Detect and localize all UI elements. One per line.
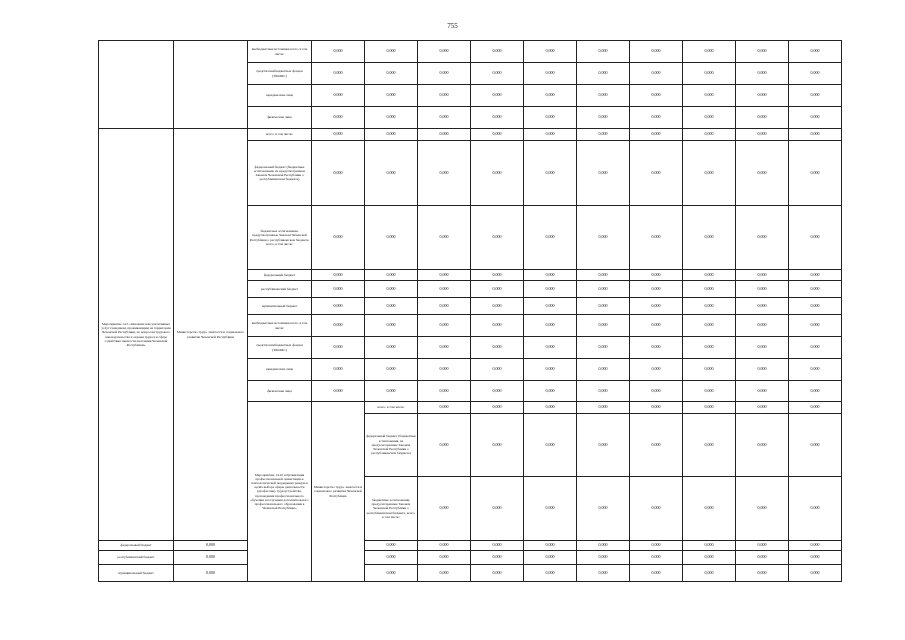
table-row [99, 551, 842, 565]
source-label: федеральный бюджет [248, 270, 312, 281]
value-cell: 0,000 [365, 298, 418, 315]
source-label: внебюджетные источники всего, в том числе: [248, 315, 312, 337]
budget-table [98, 40, 842, 582]
value-cell: 0,000 [683, 281, 736, 298]
value-cell: 0,000 [630, 85, 683, 107]
value-cell: 0,000 [471, 477, 524, 541]
value-cell: 0,000 [577, 477, 630, 541]
value-cell: 0,000 [736, 298, 789, 315]
value-cell: 0,000 [418, 85, 471, 107]
value-cell: 0,000 [418, 141, 471, 206]
value-cell: 0,000 [736, 381, 789, 402]
value-cell: 0,000 [524, 541, 577, 551]
value-cell: 0,000 [312, 298, 365, 315]
value-cell: 0,000 [630, 565, 683, 582]
value-cell: 0,000 [471, 551, 524, 565]
value-cell: 0,000 [577, 551, 630, 565]
value-cell: 0,000 [365, 541, 418, 551]
value-cell: 0,000 [471, 381, 524, 402]
value-cell: 0,000 [418, 414, 471, 477]
value-cell: 0,000 [577, 565, 630, 582]
value-cell: 0,000 [789, 359, 842, 381]
value-cell: 0,000 [365, 85, 418, 107]
value-cell: 0,000 [683, 402, 736, 414]
value-cell: 0,000 [630, 63, 683, 85]
source-label: федеральный бюджет (бюджетные ассигнования, не предусмотренные Законом Чеченской Республики о республиканском бюджете) [365, 414, 418, 477]
value-cell: 0,000 [365, 270, 418, 281]
value-cell: 0,000 [577, 337, 630, 359]
value-cell: 0,000 [736, 541, 789, 551]
value-cell: 0,000 [471, 281, 524, 298]
value-cell: 0,000 [577, 63, 630, 85]
value-cell: 0,000 [418, 565, 471, 582]
value-cell: 0,000 [683, 315, 736, 337]
source-label: всего, в том числе: [248, 129, 312, 141]
source-label: юридические лица [248, 85, 312, 107]
value-cell: 0,000 [312, 63, 365, 85]
source-label: средства внебюджетных фондов (ТФОМС) [248, 337, 312, 359]
value-cell: 0,000 [789, 270, 842, 281]
value-cell: 0,000 [524, 477, 577, 541]
value-cell: 0,000 [577, 281, 630, 298]
table-row [99, 541, 842, 551]
value-cell: 0,000 [471, 298, 524, 315]
source-label: муниципальный бюджет [248, 298, 312, 315]
value-cell: 0,000 [524, 337, 577, 359]
source-label: республиканский бюджет [248, 281, 312, 298]
value-cell: 0,000 [524, 281, 577, 298]
value-cell: 0,000 [418, 206, 471, 270]
value-cell: 0,000 [683, 381, 736, 402]
value-cell: 0,000 [365, 63, 418, 85]
value-cell: 0,000 [418, 337, 471, 359]
value-cell: 0,000 [174, 551, 248, 565]
value-cell: 0,000 [312, 359, 365, 381]
source-label: республиканский бюджет [99, 551, 174, 565]
value-cell: 0,000 [577, 298, 630, 315]
value-cell: 0,000 [577, 402, 630, 414]
value-cell: 0,000 [789, 541, 842, 551]
value-cell: 0,000 [789, 281, 842, 298]
value-cell: 0,000 [683, 477, 736, 541]
value-cell: 0,000 [789, 551, 842, 565]
value-cell: 0,000 [577, 141, 630, 206]
value-cell: 0,000 [524, 298, 577, 315]
value-cell: 0,000 [312, 281, 365, 298]
value-cell: 0,000 [630, 270, 683, 281]
value-cell: 0,000 [312, 206, 365, 270]
value-cell: 0,000 [365, 315, 418, 337]
value-cell: 0,000 [683, 63, 736, 85]
value-cell: 0,000 [418, 129, 471, 141]
source-label: муниципальный бюджет [99, 565, 174, 582]
value-cell: 0,000 [418, 359, 471, 381]
value-cell: 0,000 [736, 107, 789, 129]
value-cell: 0,000 [789, 402, 842, 414]
value-cell: 0,000 [365, 141, 418, 206]
value-cell: 0,000 [630, 414, 683, 477]
value-cell: 0,000 [312, 381, 365, 402]
value-cell: 0,000 [736, 41, 789, 63]
value-cell: 0,000 [471, 206, 524, 270]
value-cell: 0,000 [577, 541, 630, 551]
value-cell: 0,000 [630, 41, 683, 63]
value-cell: 0,000 [524, 551, 577, 565]
value-cell: 0,000 [524, 381, 577, 402]
value-cell: 0,000 [736, 281, 789, 298]
value-cell: 0,000 [577, 41, 630, 63]
value-cell: 0,000 [471, 129, 524, 141]
value-cell: 0,000 [789, 41, 842, 63]
value-cell: 0,000 [418, 63, 471, 85]
value-cell: 0,000 [524, 206, 577, 270]
value-cell: 0,000 [736, 402, 789, 414]
value-cell: 0,000 [630, 337, 683, 359]
value-cell: 0,000 [789, 206, 842, 270]
value-cell: 0,000 [471, 414, 524, 477]
value-cell: 0,000 [683, 541, 736, 551]
value-cell: 0,000 [736, 206, 789, 270]
source-label: юридические лица [248, 359, 312, 381]
value-cell: 0,000 [174, 541, 248, 551]
value-cell: 0,000 [365, 206, 418, 270]
value-cell: 0,000 [471, 63, 524, 85]
activity-cell: Мероприятие 14.5 «Оказание консультативных услуг гражданам, проживающим на территории Чеченской Республики, по вопросам трудового законодательства и охраны труда и в сфере содействия занятости населения Чеченской Республики» [99, 129, 174, 541]
executor-cell: Министерство труда, занятости и социального развития Чеченской Республики [174, 129, 248, 541]
value-cell: 0,000 [683, 298, 736, 315]
value-cell: 0,000 [789, 477, 842, 541]
value-cell: 0,000 [524, 107, 577, 129]
value-cell: 0,000 [577, 129, 630, 141]
value-cell: 0,000 [630, 281, 683, 298]
value-cell: 0,000 [736, 141, 789, 206]
value-cell: 0,000 [418, 402, 471, 414]
value-cell: 0,000 [736, 129, 789, 141]
value-cell: 0,000 [418, 298, 471, 315]
executor-cell: Министерство труда, занятости и социального развития Чеченской Республики [312, 402, 365, 582]
table-row [99, 41, 842, 63]
value-cell: 0,000 [418, 41, 471, 63]
value-cell: 0,000 [524, 129, 577, 141]
value-cell: 0,000 [789, 141, 842, 206]
value-cell: 0,000 [312, 270, 365, 281]
value-cell: 0,000 [789, 298, 842, 315]
value-cell: 0,000 [577, 107, 630, 129]
value-cell: 0,000 [312, 129, 365, 141]
value-cell: 0,000 [736, 414, 789, 477]
value-cell: 0,000 [630, 107, 683, 129]
value-cell: 0,000 [577, 414, 630, 477]
value-cell: 0,000 [630, 551, 683, 565]
source-label: физические лица [248, 107, 312, 129]
source-label: федеральный бюджет (бюджетные ассигнования, не предусмотренные Законом Чеченской Республики о республиканском бюджете) [248, 141, 312, 206]
activity-cell [99, 41, 174, 129]
value-cell: 0,000 [471, 565, 524, 582]
value-cell: 0,000 [418, 107, 471, 129]
value-cell: 0,000 [365, 107, 418, 129]
value-cell: 0,000 [418, 315, 471, 337]
source-label: федеральный бюджет [99, 541, 174, 551]
activity-cell: Мероприятие 14.10 «Организация профессиональной ориентации и психологической поддержки граждан в целях выбора сферы деятельности (профессии), трудоустройства, прохождения профессионального обучения и получения дополнительного профессионального образования в Чеченской Республике» [248, 402, 312, 582]
source-label: бюджетные ассигнования, предусмотренные Законом Чеченской Республики о республиканском бюджете, всего, в том числе: [365, 477, 418, 541]
value-cell: 0,000 [683, 85, 736, 107]
value-cell: 0,000 [736, 551, 789, 565]
source-label: всего, в том числе: [365, 402, 418, 414]
value-cell: 0,000 [736, 63, 789, 85]
value-cell: 0,000 [312, 315, 365, 337]
value-cell: 0,000 [524, 270, 577, 281]
value-cell: 0,000 [789, 315, 842, 337]
value-cell: 0,000 [630, 477, 683, 541]
value-cell: 0,000 [577, 315, 630, 337]
value-cell: 0,000 [630, 298, 683, 315]
value-cell: 0,000 [312, 337, 365, 359]
value-cell: 0,000 [736, 565, 789, 582]
value-cell: 0,000 [630, 359, 683, 381]
value-cell: 0,000 [630, 402, 683, 414]
value-cell: 0,000 [683, 551, 736, 565]
value-cell: 0,000 [524, 141, 577, 206]
executor-cell [174, 41, 248, 129]
value-cell: 0,000 [736, 359, 789, 381]
value-cell: 0,000 [577, 381, 630, 402]
value-cell: 0,000 [471, 270, 524, 281]
page-number: 755 [447, 22, 458, 30]
value-cell: 0,000 [577, 85, 630, 107]
value-cell: 0,000 [524, 85, 577, 107]
value-cell: 0,000 [471, 337, 524, 359]
value-cell: 0,000 [524, 41, 577, 63]
source-label: бюджетные ассигнования, предусмотренные Законом Чеченской Республики о республиканском бюджете, всего, в том числе: [248, 206, 312, 270]
value-cell: 0,000 [471, 541, 524, 551]
value-cell: 0,000 [471, 359, 524, 381]
value-cell: 0,000 [630, 141, 683, 206]
value-cell: 0,000 [577, 206, 630, 270]
value-cell: 0,000 [683, 129, 736, 141]
value-cell: 0,000 [630, 381, 683, 402]
value-cell: 0,000 [630, 541, 683, 551]
value-cell: 0,000 [471, 315, 524, 337]
value-cell: 0,000 [683, 359, 736, 381]
value-cell: 0,000 [365, 381, 418, 402]
value-cell: 0,000 [365, 359, 418, 381]
source-label: внебюджетные источники всего, в том числе: [248, 41, 312, 63]
source-label: физические лица [248, 381, 312, 402]
value-cell: 0,000 [789, 414, 842, 477]
value-cell: 0,000 [312, 41, 365, 63]
value-cell: 0,000 [630, 206, 683, 270]
value-cell: 0,000 [365, 565, 418, 582]
value-cell: 0,000 [577, 359, 630, 381]
value-cell: 0,000 [683, 41, 736, 63]
value-cell: 0,000 [524, 565, 577, 582]
value-cell: 0,000 [736, 337, 789, 359]
value-cell: 0,000 [365, 337, 418, 359]
value-cell: 0,000 [630, 129, 683, 141]
table-row [99, 129, 842, 141]
value-cell: 0,000 [471, 107, 524, 129]
value-cell: 0,000 [524, 402, 577, 414]
value-cell: 0,000 [524, 359, 577, 381]
value-cell: 0,000 [418, 270, 471, 281]
source-label: средства внебюджетных фондов (ТФОМС) [248, 63, 312, 85]
value-cell: 0,000 [683, 107, 736, 129]
value-cell: 0,000 [577, 270, 630, 281]
value-cell: 0,000 [789, 337, 842, 359]
value-cell: 0,000 [789, 85, 842, 107]
value-cell: 0,000 [789, 565, 842, 582]
value-cell: 0,000 [312, 107, 365, 129]
value-cell: 0,000 [365, 281, 418, 298]
value-cell: 0,000 [471, 402, 524, 414]
value-cell: 0,000 [471, 85, 524, 107]
value-cell: 0,000 [418, 477, 471, 541]
value-cell: 0,000 [789, 63, 842, 85]
value-cell: 0,000 [683, 337, 736, 359]
value-cell: 0,000 [683, 206, 736, 270]
value-cell: 0,000 [418, 381, 471, 402]
value-cell: 0,000 [418, 551, 471, 565]
value-cell: 0,000 [736, 270, 789, 281]
value-cell: 0,000 [630, 315, 683, 337]
value-cell: 0,000 [683, 414, 736, 477]
value-cell: 0,000 [312, 141, 365, 206]
value-cell: 0,000 [365, 129, 418, 141]
value-cell: 0,000 [365, 551, 418, 565]
value-cell: 0,000 [789, 129, 842, 141]
value-cell: 0,000 [365, 41, 418, 63]
value-cell: 0,000 [524, 63, 577, 85]
value-cell: 0,000 [174, 565, 248, 582]
value-cell: 0,000 [312, 85, 365, 107]
value-cell: 0,000 [683, 565, 736, 582]
value-cell: 0,000 [789, 381, 842, 402]
value-cell: 0,000 [471, 141, 524, 206]
value-cell: 0,000 [418, 281, 471, 298]
value-cell: 0,000 [789, 107, 842, 129]
value-cell: 0,000 [524, 315, 577, 337]
value-cell: 0,000 [471, 41, 524, 63]
value-cell: 0,000 [683, 270, 736, 281]
table-row [99, 565, 842, 582]
value-cell: 0,000 [736, 477, 789, 541]
value-cell: 0,000 [524, 414, 577, 477]
value-cell: 0,000 [736, 315, 789, 337]
value-cell: 0,000 [736, 85, 789, 107]
value-cell: 0,000 [418, 541, 471, 551]
value-cell: 0,000 [683, 141, 736, 206]
